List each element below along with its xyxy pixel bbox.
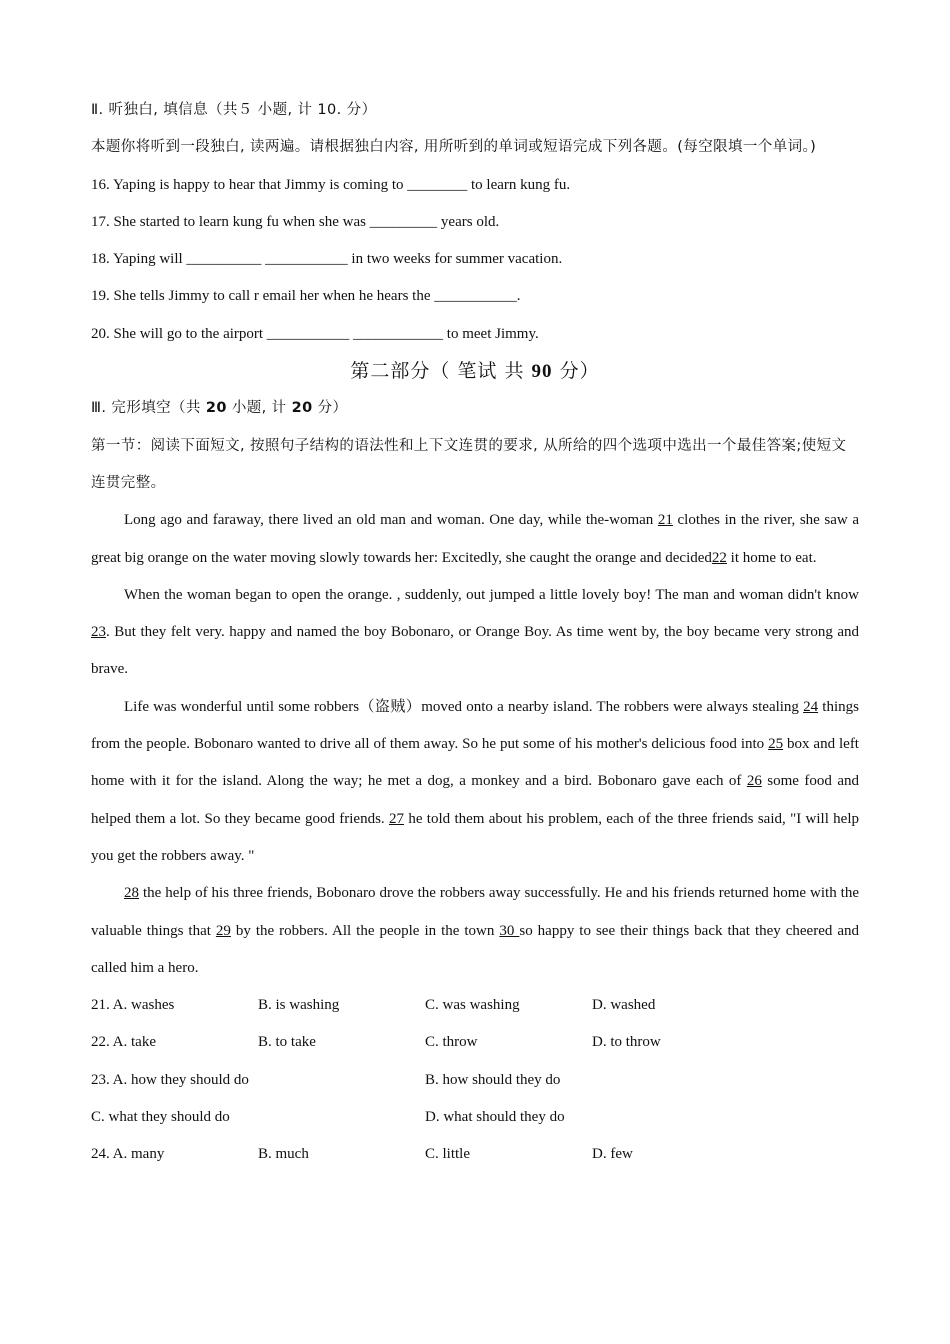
passage-paragraph-2: When the woman began to open the orange. , suddenly, out jumped a little lovely boy! The man and woman didn't know 23. But they felt very. happy and named the boy Bobonaro, or Orange Boy. As time went by, the boy became very strong and brave. xyxy=(91,586,859,678)
option-24-c: C. little xyxy=(425,1146,470,1163)
options-23-ab xyxy=(91,1062,859,1099)
option-24-a: 24. A. many xyxy=(91,1146,165,1163)
part-2-title: 第二部分（ 笔试 共 90 分） xyxy=(350,360,600,383)
question-20: 20. She will go to the airport ___________ ____________ to meet Jimmy. xyxy=(91,325,539,342)
cloze-passage xyxy=(91,502,859,987)
option-21-d: D. washed xyxy=(592,997,656,1014)
section-2-heading: Ⅱ. 听独白, 填信息（共５ 小题, 计 10. 分） xyxy=(91,102,377,118)
option-23-a: 23. A. how they should do xyxy=(91,1071,249,1088)
option-22-d: D. to throw xyxy=(592,1034,661,1051)
question-16: 16. Yaping is happy to hear that Jimmy is coming to ________ to learn kung fu. xyxy=(91,176,571,193)
question-17: 17. She started to learn kung fu when she was _________ years old. xyxy=(91,213,500,230)
blank-24: 24 xyxy=(803,698,819,715)
blank-26: 26 xyxy=(746,773,762,790)
option-23-b: B. how should they do xyxy=(425,1071,561,1088)
option-23-d: D. what should they do xyxy=(425,1109,565,1126)
options-21 xyxy=(91,987,859,1024)
option-23-c: C. what they should do xyxy=(91,1109,230,1126)
blank-28: 28 xyxy=(124,885,139,902)
section-2-instruction: 本题你将听到一段独白, 读两遍。请根据独白内容, 用所听到的单词或短语完成下列各题。(每空限填一个单词。) xyxy=(91,139,817,156)
option-24-b: B. much xyxy=(258,1146,309,1163)
options-23-cd xyxy=(91,1099,859,1136)
option-22-b: B. to take xyxy=(258,1034,316,1051)
question-18: 18. Yaping will __________ ___________ in two weeks for summer vacation. xyxy=(91,251,563,268)
section-3-heading: Ⅲ. 完形填空（共 20 小题, 计 20 分） xyxy=(91,400,348,417)
option-21-b: B. is washing xyxy=(258,997,340,1014)
exam-page xyxy=(91,92,859,1174)
blank-29: 29 xyxy=(215,922,231,939)
options-24 xyxy=(91,1136,859,1173)
blank-21: 21 xyxy=(657,512,673,529)
blank-27: 27 xyxy=(389,810,404,827)
section-3-instruction: 第一节：阅读下面短文, 按照句子结构的语法性和上下文连贯的要求, 从所给的四个选项中选出一个最佳答案;使短文连贯完整。 xyxy=(91,437,847,491)
option-22-c: C. throw xyxy=(425,1034,478,1051)
options-22 xyxy=(91,1024,859,1061)
option-21-c: C. was washing xyxy=(425,997,520,1014)
blank-30: 30 xyxy=(499,922,520,939)
option-22-a: 22. A. take xyxy=(91,1034,156,1051)
passage-paragraph-3: Life was wonderful until some robbers（盗贼）moved onto a nearby island. The robbers were always stealing 24 things from the people. Bobonaro wanted to drive all of them away. So he put some of his mother's delicious food into 25 box and left home with it for the island. Along the way; he met a dog, a monkey and a bird. Bobonaro gave each of 26 some food and helped them a lot. So they became good friends. 27 he told them about his problem, each of the three friends said, "I will help you get the robbers away. " xyxy=(91,698,860,864)
blank-25: 25 xyxy=(768,736,784,753)
passage-paragraph-4: 28 the help of his three friends, Bobonaro drove the robbers away successfully. He and his friends returned home with the valuable things that 29 by the robbers. All the people in the town 30 so happy to see their things back that they cheered and called him a hero. xyxy=(91,885,860,976)
option-21-a: 21. A. washes xyxy=(91,997,175,1014)
passage-paragraph-1: Long ago and faraway, there lived an old man and woman. One day, while the-woman 21 clothes in the river, she saw a great big orange on the water moving slowly towards her: Excitedly, she caught the orange and decided22 it home to eat. xyxy=(91,512,859,566)
blank-23: 23 xyxy=(91,624,106,641)
option-24-d: D. few xyxy=(592,1146,633,1163)
blank-22: 22 xyxy=(711,549,727,566)
question-19: 19. She tells Jimmy to call r email her when he hears the ___________. xyxy=(91,288,521,305)
